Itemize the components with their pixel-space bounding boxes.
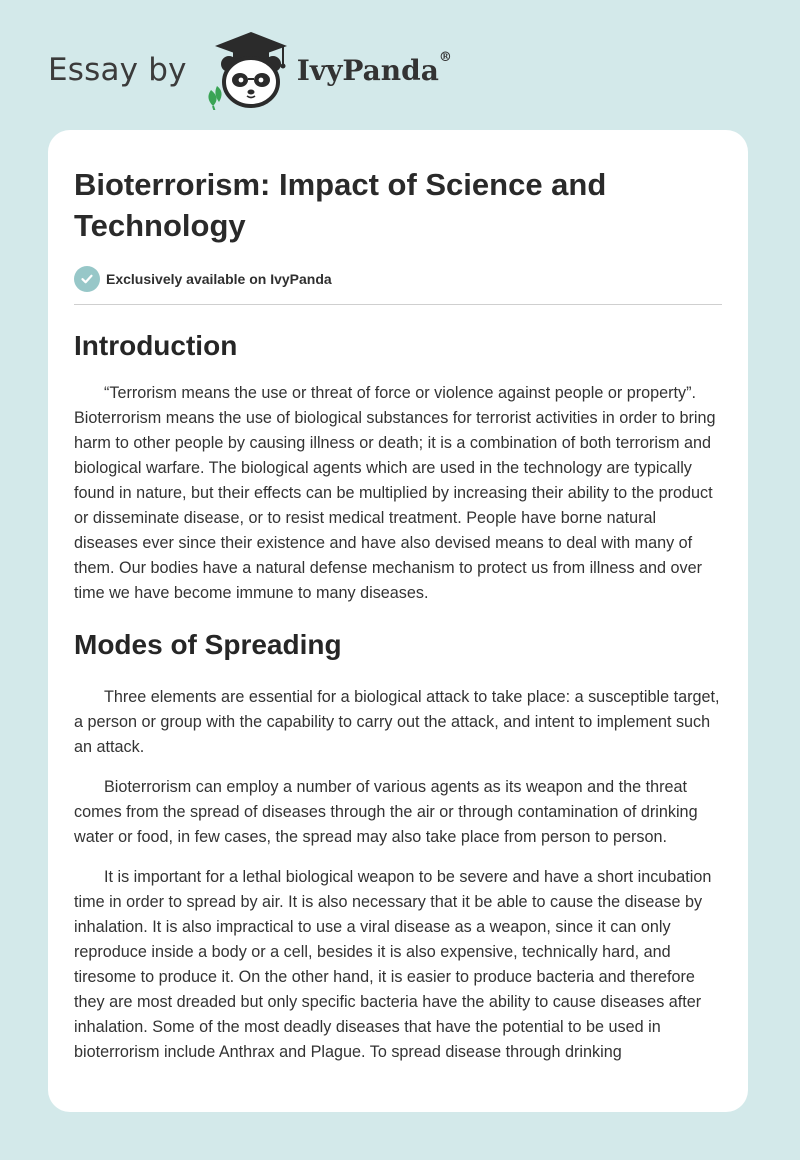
- brand-prefix: Essay by: [48, 52, 187, 88]
- paragraph: “Terrorism means the use or threat of force or violence against people or property”. Bioterrorism means the use of biological substances for terrorist activities in order to bring harm to other people by causing illness or death; it is a combination of both terrorism and biological warfare. The biological agents which are used in the technology are typically found in nature, but their effects can be multiplied by increasing their ability to the product or disseminate disease, or to resist medical treatment. People have borne natural diseases ever since their existence and have also devised means to deal with many of them. Our bodies have a natural defense mechanism to protect us from illness and over time we have become immune to many diseases.: [74, 384, 716, 602]
- paragraph: Three elements are essential for a biological attack to take place: a susceptible target, a person or group with the capability to carry out the attack, and intent to implement such an attack.: [74, 688, 720, 756]
- badge-text: Exclusively available on IvyPanda: [106, 271, 332, 287]
- brand-header: [48, 30, 452, 110]
- panda-graduate-icon[interactable]: [203, 30, 295, 110]
- paragraph: Bioterrorism can employ a number of various agents as its weapon and the threat comes from the spread of diseases through the air or through contamination of drinking water or food, in few cases, the spread may also take place from person to person.: [74, 778, 698, 846]
- check-circle-icon: [74, 266, 100, 292]
- section-heading: Introduction: [74, 330, 238, 361]
- essay-card: [48, 130, 748, 1112]
- registered-mark: ®: [438, 49, 452, 65]
- brand-name: IvyPanda®: [296, 49, 452, 87]
- availability-badge: [74, 266, 722, 292]
- paragraph: It is important for a lethal biological weapon to be severe and have a short incubation time in order to spread by air. It is also necessary that it be able to cause the disease by inhalation. It is also impractical to use a viral disease as a weapon, since it can only reproduce inside a body or a cell, besides it is also expensive, technically hard, and tiresome to produce it. On the other hand, it is easier to produce bacteria and therefore they are most dreaded but only specific bacteria have the ability to cause diseases after inhalation. Some of the most deadly diseases that have the potential to be used in bioterrorism include Anthrax and Plague. To spread disease through drinking: [74, 868, 712, 1061]
- section-heading: Modes of Spreading: [74, 629, 342, 660]
- page-title: Bioterrorism: Impact of Science and Technology: [74, 167, 607, 243]
- divider: [74, 304, 722, 305]
